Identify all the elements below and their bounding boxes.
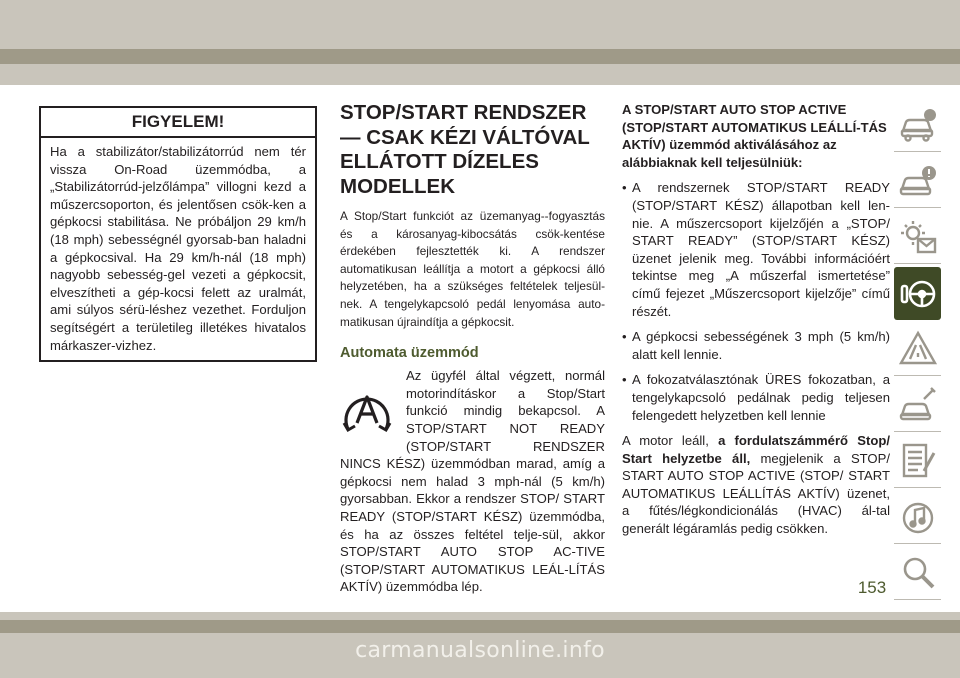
- page-number: 153: [857, 578, 887, 597]
- top-band: [0, 0, 960, 85]
- conditions-section: [622, 101, 890, 538]
- car-warning-icon: [898, 161, 938, 201]
- bullet: •: [622, 180, 627, 196]
- chapter-tabs: [894, 99, 941, 659]
- search-icon: [898, 553, 938, 593]
- tab-car-info[interactable]: [894, 99, 941, 152]
- section-subheading: Automata üzemmód: [340, 345, 479, 362]
- bullet: •: [622, 372, 627, 388]
- list-item-text: A fokozatválasztónak ÜRES fokozatban, a tengelykapcsoló pedálnak pedig teljesen felengedett helyzetben kell lennie: [632, 372, 890, 423]
- bottom-band-stripe: [0, 620, 960, 633]
- tab-multimedia[interactable]: [894, 491, 941, 544]
- list-item: [622, 179, 890, 320]
- multimedia-icon: [898, 497, 938, 537]
- watermark: carmanualsonline.info: [355, 638, 605, 663]
- top-band-stripe: [0, 49, 960, 64]
- warning-text: Ha a stabilizátor/stabilizátorrúd nem tér vissza On-Road üzemmódba, a „Stabilizátorrúd-jelzőlámpa” villogni kezd a műszercsoporton, és jelentősen csök-ken a gépkocsi stabilitása. Ne próbáljon 29 km/h (18 mph) sebességnél gyorsab-ban haladni a gépkocsival. Ha 29 km/h-nál (18 mph) nagyobb sebesség-gel vezeti a gépkocsit, elveszítheti a gép-kocsi felett az uralmát, ami súlyos sérü-léshez vezethet. Forduljon segítségért a területileg illetékes hivatalos márkaszer-vizhez.: [50, 144, 306, 353]
- conditions-lead: A STOP/START AUTO STOP ACTIVE (STOP/START AUTOMATIKUS LEÁLLÍ-TÁS AKTÍV) üzemmód aktiválásához az alábbiaknak kell teljesülniük:: [622, 102, 887, 170]
- stop-start-section: [340, 101, 605, 596]
- paragraph-start: A motor leáll,: [622, 433, 719, 449]
- list-item: [622, 371, 890, 424]
- tab-road-warning[interactable]: [894, 323, 941, 376]
- auto-mode-text: Az ügyfél által végzett, normál motorindításkor a Stop/Start funkció mindig bekapcsol. A STOP/START NOT READY (STOP/START RENDSZER NINCS KÉSZ) üzemmódban marad, amíg a gépkocsi nem halad 3 mph-nál (5 km/h) gyorsabban. Ekkor a rendszer STOP/ START READY (STOP/START KÉSZ) üzemmódba, és ha az összes feltétel telje-sül, akkor STOP/START AUTO STOP AC-TIVE (STOP/START AUTOMATIKUS LEÁL-LÍTÁS AKTÍV) üzemmódba lép.: [340, 368, 605, 595]
- specs-list-icon: [898, 441, 938, 481]
- auto-mode-icon: [340, 383, 394, 439]
- list-item-text: A gépkocsi sebességének 3 mph (5 km/h) alatt kell lennie.: [632, 329, 890, 362]
- light-message-icon: [898, 217, 938, 257]
- list-item: [622, 328, 890, 363]
- tab-light-message[interactable]: [894, 211, 941, 264]
- tab-steering-wheel[interactable]: [894, 267, 941, 320]
- bullet: •: [622, 329, 627, 345]
- engine-stop-paragraph: [622, 432, 890, 538]
- paragraph-bold: a fordulatszámmérő Stop/ Start helyzetbe áll,: [622, 433, 891, 466]
- car-info-icon: [898, 105, 938, 145]
- warning-box: [39, 106, 317, 362]
- warning-title: FIGYELEM!: [41, 108, 315, 138]
- tab-specs-list[interactable]: [894, 435, 941, 488]
- tab-car-warning[interactable]: [894, 155, 941, 208]
- section-intro: A Stop/Start funkciót az üzemanyag--fogyasztás és a károsanyag-kibocsátás csök-kentése érdekében fejlesztették ki. A rendszer automatikusan leállítja a motort a gépkocsi álló helyzetében, ha a szükséges feltételek teljesül-nek. A tengelykapcsoló pedál lenyomása auto-matikusan újraindítja a gépkocsit.: [340, 209, 605, 329]
- tab-car-service[interactable]: [894, 379, 941, 432]
- road-warning-icon: [898, 329, 938, 369]
- paragraph-end: megjelenik a STOP/ START AUTO STOP ACTIVE (STOP/ START AUTOMATIKUS LEÁLLÍTÁS AKTÍV) üzenet, a fűtés/légkondicionálás (HVAC) ál-tal generált légáramlás pedig csökken.: [622, 450, 890, 537]
- conditions-list: [622, 179, 890, 424]
- car-service-icon: [898, 385, 938, 425]
- section-heading: STOP/START RENDSZER — CSAK KÉZI VÁLTÓVAL ELLÁTOTT DÍZELES MODELLEK: [340, 101, 590, 198]
- steering-wheel-icon: [898, 274, 938, 314]
- tab-search[interactable]: [894, 547, 941, 600]
- list-item-text: A rendszernek STOP/START READY (STOP/START KÉSZ) állapotban kell len-nie. A műszercsoport kijelzőjén a „STOP/ START READY” (STOP/START KÉSZ) üzenet jelenik meg. További információért tekintse meg „A műszerfal ismertetése” című fejezet „Műszercsoport kijelzője” című részét.: [632, 180, 890, 319]
